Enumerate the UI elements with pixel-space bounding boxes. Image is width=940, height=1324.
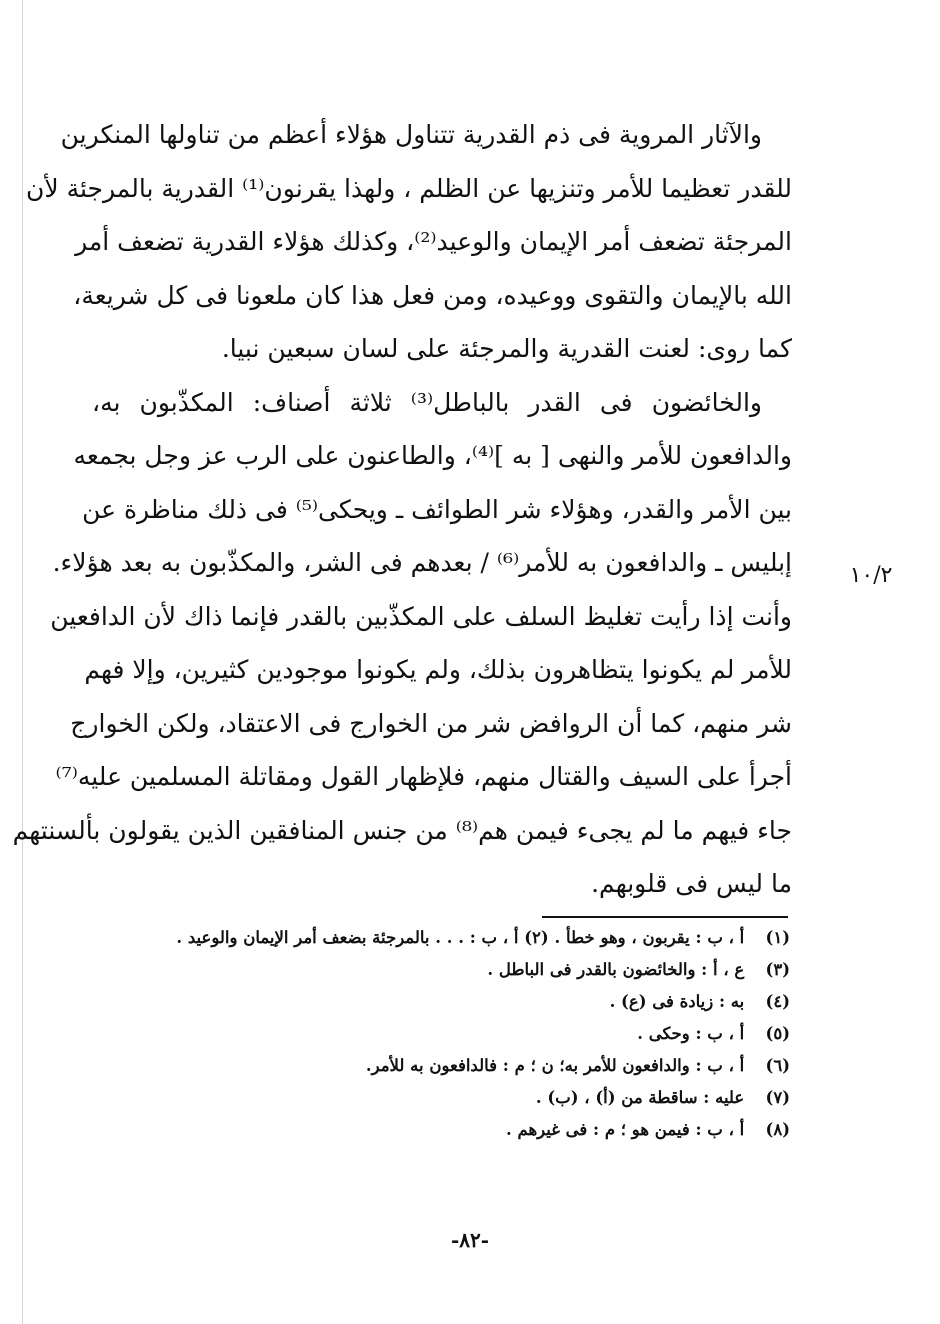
footnote-text: أ ، ب : يقربون ، وهو خطأ . (٢) أ ، ب : . . . بالمرجئة بضعف أمر الإيمان والوعيد . (176, 928, 745, 947)
footnote-text: ع ، أ : والخائضون بالقدر فى الباطل . (487, 960, 745, 979)
footnote-text: عليه : ساقطة من (أ) ، (ب) . (535, 1088, 745, 1107)
binding-margin-line (22, 0, 23, 1324)
footnote (70, 954, 790, 986)
footnote (70, 922, 790, 954)
footnote (70, 986, 790, 1018)
footnote-text: أ ، ب : وحكى . (637, 1024, 745, 1043)
footnote-divider (542, 916, 788, 918)
text-line: كما روى: لعنت القدرية والمرجئة على لسان سبعين نبيا. (221, 334, 792, 363)
text-line: أجرأ على السيف والقتال منهم، فلإظهار القول ومقاتلة المسلمين عليه⁽⁷⁾ (55, 762, 792, 791)
footnote-text: أ ، ب : والدافعون للأمر به؛ ن ؛ م : فالدافعون به للأمر. (365, 1056, 745, 1075)
text-line: المرجئة تضعف أمر الإيمان والوعيد⁽²⁾، وكذلك هؤلاء القدرية تضعف أمر (75, 227, 792, 256)
footnote (70, 1082, 790, 1114)
footnote-text: به : زيادة فى (ع) . (609, 992, 745, 1011)
text-line: شر منهم، كما أن الروافض شر من الخوارج فى الاعتقاد، ولكن الخوارج (70, 708, 792, 738)
footnote-number: (٣) (765, 960, 790, 979)
text-line: جاء فيهم ما لم يجىء فيمن هم⁽⁸⁾ من جنس المنافقين الذين يقولون بألسنتهم (12, 815, 792, 845)
main-text (12, 108, 792, 911)
footnote (70, 1018, 790, 1050)
text-line: للأمر لم يكونوا يتظاهرون بذلك، ولم يكونوا موجودين كثيرين، وإلا فهم (84, 655, 792, 684)
text-line: والدافعون للأمر والنهى [ به ]⁽⁴⁾، والطاعنون على الرب عز وجل بجمعه (73, 441, 792, 470)
footnote-number: (٥) (765, 1024, 790, 1043)
footnote-number: (٦) (765, 1056, 790, 1075)
footnotes (70, 922, 790, 1146)
page-number: -٨٢- (450, 1228, 490, 1252)
footnote (70, 1050, 790, 1082)
text-line: ما ليس فى قلوبهم. (591, 869, 792, 898)
footnote-number: (١) (765, 928, 790, 947)
text-line: والآثار المروية فى ذم القدرية تتناول هؤلاء أعظم من تناولها المنكرين (60, 120, 762, 149)
text-line: وأنت إذا رأيت تغليظ السلف على المكذّبين بالقدر فإنما ذاك لأن الدافعين (50, 601, 792, 631)
footnote-number: (٧) (765, 1088, 790, 1107)
footnote (70, 1114, 790, 1146)
text-line: والخائضون فى القدر بالباطل⁽³⁾ ثلاثة أصناف: المكذّبون به، (92, 387, 762, 417)
text-line: الله بالإيمان والتقوى ووعيده، ومن فعل هذا كان ملعونا فى كل شريعة، (73, 280, 792, 310)
text-line: للقدر تعظيما للأمر وتنزيها عن الظلم ، ولهذا يقرنون⁽¹⁾ القدرية بالمرجئة لأن (26, 173, 792, 203)
manuscript-folio-marker: ١٠/٢ (849, 563, 893, 588)
text-line: إبليس ـ والدافعون به للأمر⁽⁶⁾ / بعدهم فى الشر، والمكذّبون به بعد هؤلاء. (52, 548, 792, 577)
text-line: بين الأمر والقدر، وهؤلاء شر الطوائف ـ ويحكى⁽⁵⁾ فى ذلك مناظرة عن (82, 494, 792, 524)
footnote-text: أ ، ب : فيمن هو ؛ م : فى غيرهم . (506, 1120, 745, 1139)
footnote-number: (٨) (765, 1120, 790, 1139)
footnote-number: (٤) (765, 992, 790, 1011)
